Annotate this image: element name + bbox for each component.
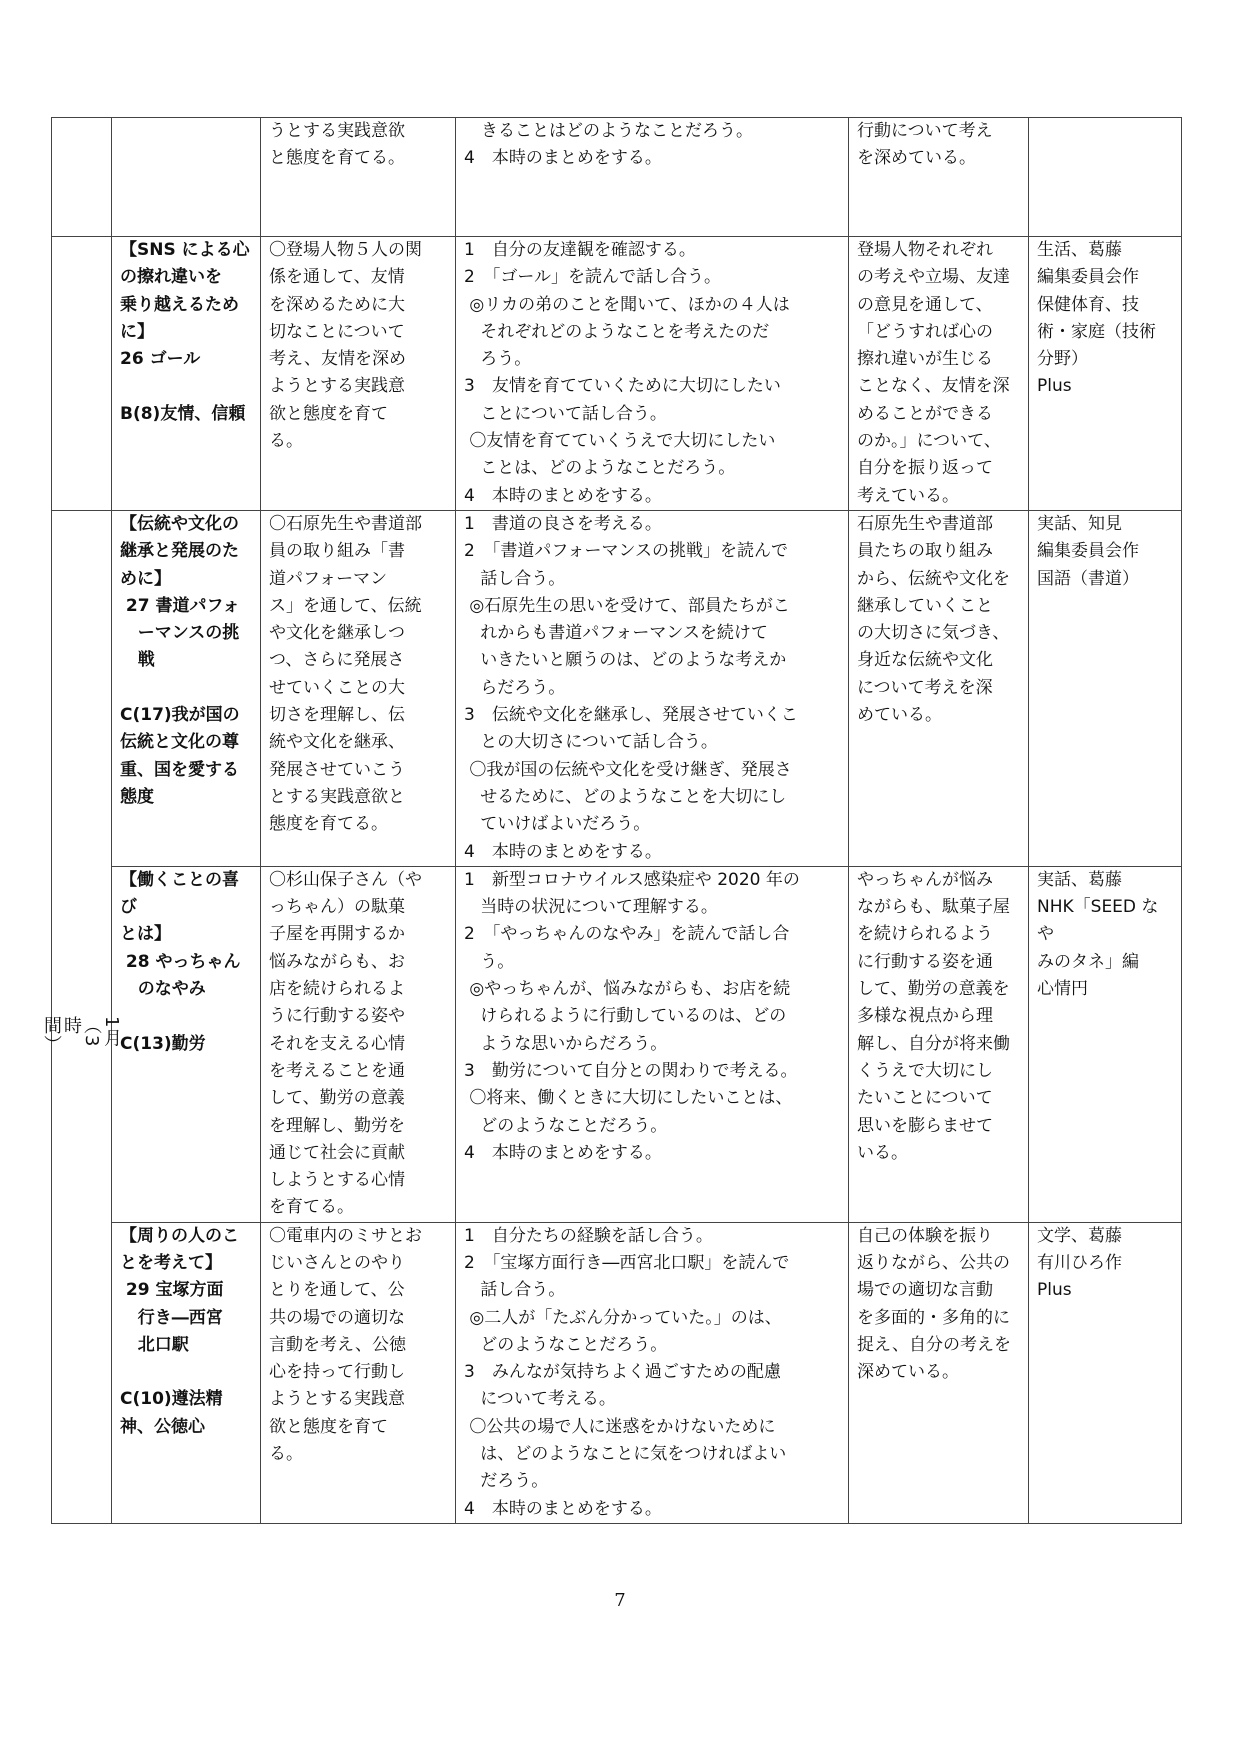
- notes-cell: [1029, 118, 1182, 237]
- page-number: 7: [614, 1590, 626, 1611]
- activities-cell: 1 書道の良さを考える。 2 「書道パフォーマンスの挑戦」を読んで 話し合う。 ◎石原先生の思いを受けて、部員たちがこ れからも書道パフォーマンスを続けて いきたいと願うのは、どのような考えか らだろう。 3 伝統や文化を継承し、発展させていくこ との大切さについて話し合う。 〇我が国の伝統や文化を受け継ぎ、発展さ せるために、どのようなことを大切にし ていけばよいだろう。 4 本時のまとめをする。: [456, 510, 849, 866]
- theme-cell: 【働くことの喜び とは】 28 やっちゃん のなやみ C(13)勤労: [112, 866, 261, 1222]
- notes-cell: 文学、葛藤 有川ひろ作 Plus: [1029, 1222, 1182, 1523]
- evaluation-cell: 石原先生や書道部 員たちの取り組み から、伝統や文化を 継承していくこと の大切さに気づき、 身近な伝統や文化 について考えを深 めている。: [849, 510, 1029, 866]
- month-cell: [41, 510, 122, 1523]
- aim-cell: 〇登場人物５人の関 係を通して、友情 を深めるために大 切なことについて 考え、友情を深め ようとする実践意 欲と態度を育て る。: [261, 237, 456, 511]
- aim-cell: うとする実践意欲 と態度を育てる。: [261, 118, 456, 237]
- table-row: [52, 118, 1182, 237]
- evaluation-cell: やっちゃんが悩み ながらも、駄菓子屋 を続けられるよう に行動する姿を通 して、勤労の意義を 多様な視点から理 解し、自分が将来働 くうえで大切にし たいことについて 思いを膨らませて いる。: [849, 866, 1029, 1222]
- table-row: [52, 510, 1182, 866]
- month-cell-blank: [52, 237, 112, 511]
- month-cell-blank: [52, 118, 112, 237]
- table-row: [52, 237, 1182, 511]
- month-label: 1月（3時間）: [41, 1015, 122, 1054]
- activities-cell: 1 自分たちの経験を話し合う。 2 「宝塚方面行き―西宮北口駅」を読んで 話し合う。 ◎二人が「たぶん分かっていた。」のは、 どのようなことだろう。 3 みんなが気持ちよく過ごすための配慮 について考える。 〇公共の場で人に迷惑をかけないために は、どのようなことに気をつければよい だろう。 4 本時のまとめをする。: [456, 1222, 849, 1523]
- aim-cell: 〇杉山保子さん（や っちゃん）の駄菓 子屋を再開するか 悩みながらも、お 店を続けられるよ うに行動する姿や それを支える心情 を考えることを通 して、勤労の意義 を理解し、勤労を 通じて社会に貢献 しようとする心情 を育てる。: [261, 866, 456, 1222]
- theme-cell: 【SNS による心 の擦れ違いを 乗り越えるため に】 26 ゴール B(8)友情、信頼: [112, 237, 261, 511]
- theme-cell: 【伝統や文化の 継承と発展のた めに】 27 書道パフォ ーマンスの挑 戦 C(17)我が国の 伝統と文化の尊 重、国を愛する 態度: [112, 510, 261, 866]
- aim-cell: 〇石原先生や書道部 員の取り組み「書 道パフォーマン ス」を通して、伝統 や文化を継承しつ つ、さらに発展さ せていくことの大 切さを理解し、伝 統や文化を継承、 発展させていこう とする実践意欲と 態度を育てる。: [261, 510, 456, 866]
- lesson-plan-table: [41, 117, 1182, 1524]
- theme-cell: [112, 118, 261, 237]
- notes-cell: 実話、葛藤 NHK「SEED なや みのタネ」編 心情円: [1029, 866, 1182, 1222]
- evaluation-cell: 登場人物それぞれ の考えや立場、友達 の意見を通して、 「どうすれば心の 擦れ違いが生じる ことなく、友情を深 めることができる のか。」について、 自分を振り返って 考えている。: [849, 237, 1029, 511]
- evaluation-cell: 行動について考え を深めている。: [849, 118, 1029, 237]
- aim-cell: 〇電車内のミサとお じいさんとのやり とりを通して、公 共の場での適切な 言動を考え、公徳 心を持って行動し ようとする実践意 欲と態度を育て る。: [261, 1222, 456, 1523]
- activities-cell: 1 新型コロナウイルス感染症や 2020 年の 当時の状況について理解する。 2 「やっちゃんのなやみ」を読んで話し合 う。 ◎やっちゃんが、悩みながらも、お店を続 けられるように行動しているのは、どの ような思いからだろう。 3 勤労について自分との関わりで考える。 〇将来、働くときに大切にしたいことは、 どのようなことだろう。 4 本時のまとめをする。: [456, 866, 849, 1222]
- activities-cell: 1 自分の友達観を確認する。 2 「ゴール」を読んで話し合う。 ◎リカの弟のことを聞いて、ほかの４人は それぞれどのようなことを考えたのだ ろう。 3 友情を育てていくために大切にしたい ことについて話し合う。 〇友情を育てていくうえで大切にしたい ことは、どのようなことだろう。 4 本時のまとめをする。: [456, 237, 849, 511]
- notes-cell: 生活、葛藤 編集委員会作 保健体育、技 術・家庭（技術 分野） Plus: [1029, 237, 1182, 511]
- notes-cell: 実話、知見 編集委員会作 国語（書道）: [1029, 510, 1182, 866]
- table-row: [52, 1222, 1182, 1523]
- table-row: [52, 866, 1182, 1222]
- activities-cell: きることはどのようなことだろう。 4 本時のまとめをする。: [456, 118, 849, 237]
- evaluation-cell: 自己の体験を振り 返りながら、公共の 場での適切な言動 を多面的・多角的に 捉え、自分の考えを 深めている。: [849, 1222, 1029, 1523]
- theme-cell: 【周りの人のこ とを考えて】 29 宝塚方面 行き―西宮 北口駅 C(10)遵法精 神、公徳心: [112, 1222, 261, 1523]
